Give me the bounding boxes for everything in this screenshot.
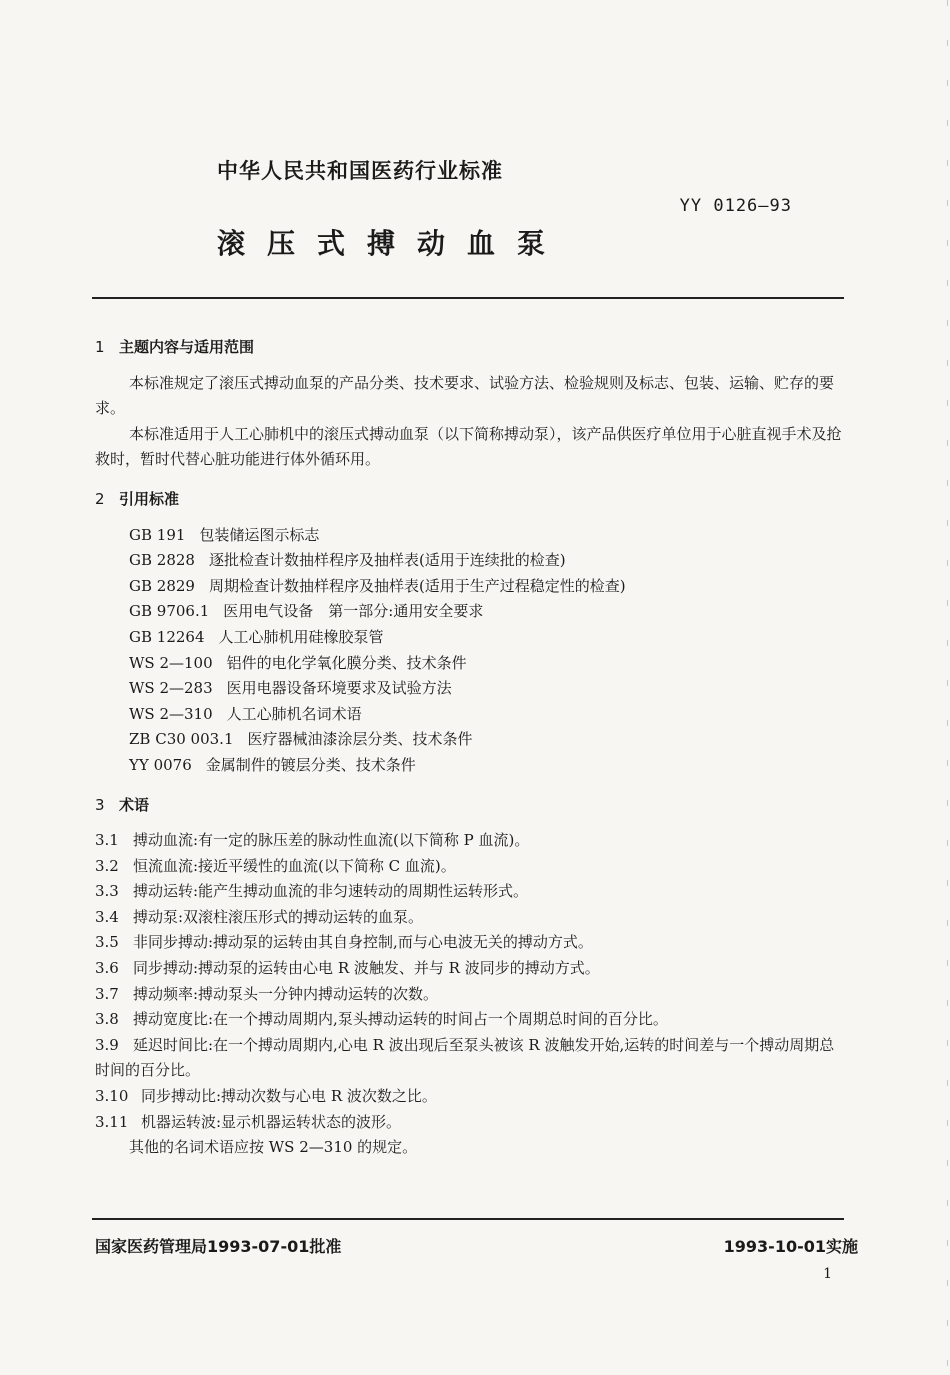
reference-code: ZB C30 003.1	[129, 730, 234, 749]
term-number: 3.9	[95, 1035, 119, 1054]
scan-edge-artifact	[947, 0, 948, 1375]
term-item	[95, 854, 845, 880]
term-item	[95, 956, 845, 982]
term-number: 3.8	[95, 1010, 119, 1029]
section-1-heading	[95, 335, 845, 361]
reference-item	[95, 599, 845, 625]
section-number: 2	[95, 489, 105, 508]
term-text: 搏动宽度比:在一个搏动周期内,泵头搏动运转的时间占一个周期总时间的百分比。	[133, 1010, 668, 1029]
term-number: 3.3	[95, 882, 119, 901]
reference-code: YY 0076	[129, 755, 192, 774]
reference-code: GB 2829	[129, 576, 195, 595]
terms-closing-note: 其他的名词术语应按 WS 2—310 的规定。	[129, 1138, 418, 1157]
section-title: 引用标准	[119, 489, 180, 508]
standard-body-title: 中华人民共和国医药行业标准	[217, 159, 503, 183]
reference-code: WS 2—100	[129, 653, 213, 672]
term-text: 同步搏动比:搏动次数与心电 R 波次数之比。	[141, 1087, 437, 1106]
term-text: 搏动频率:搏动泵头一分钟内搏动运转的次数。	[133, 984, 439, 1003]
reference-code: WS 2—283	[129, 679, 213, 698]
term-text: 同步搏动:搏动泵的运转由心电 R 波触发、并与 R 波同步的搏动方式。	[133, 959, 600, 978]
term-text: 非同步搏动:搏动泵的运转由其自身控制,而与心电波无关的搏动方式。	[133, 933, 593, 952]
reference-item	[95, 548, 845, 574]
term-text: 机器运转波:显示机器运转状态的波形。	[141, 1112, 402, 1131]
term-text: 延迟时间比:在一个搏动周期内,心电 R 波出现后至泵头被该 R 波触发开始,运转的时间差与一个搏动周期总时间的百分比。	[95, 1035, 835, 1080]
reference-name: 金属制件的镀层分类、技术条件	[205, 755, 416, 774]
term-number: 3.6	[95, 959, 119, 978]
reference-item	[95, 625, 845, 651]
term-text: 搏动运转:能产生搏动血流的非匀速转动的周期性运转形式。	[133, 882, 529, 901]
term-text: 搏动泵:双滚柱滚压形式的搏动运转的血泵。	[133, 907, 424, 926]
reference-item	[95, 753, 845, 779]
term-item	[95, 1084, 845, 1110]
page-number: 1	[823, 1266, 832, 1282]
section-title: 术语	[119, 795, 150, 814]
section-title: 主题内容与适用范围	[119, 338, 255, 356]
section-number: 3	[95, 795, 105, 814]
reference-item	[95, 702, 845, 728]
footer-divider	[92, 1218, 844, 1220]
reference-name: 医疗器械油漆涂层分类、技术条件	[247, 730, 473, 749]
reference-item	[95, 727, 845, 753]
section-1-paragraph-2: 本标准适用于人工心肺机中的滚压式搏动血泵（以下简称搏动泵），该产品供医疗单位用于心脏直视手术及抢救时，暂时代替心脏功能进行体外循环用。	[95, 424, 842, 469]
reference-list	[95, 523, 845, 779]
term-item	[95, 1007, 845, 1033]
term-item	[95, 1033, 845, 1084]
reference-name: 人工心肺机用硅橡胶泵管	[218, 627, 384, 646]
terms-list	[95, 828, 845, 1135]
header-divider	[92, 297, 844, 299]
reference-name: 人工心肺机名词术语	[226, 704, 362, 723]
term-text: 恒流血流:接近平缓性的血流(以下简称 C 血流)。	[133, 856, 456, 875]
reference-code: WS 2—310	[129, 704, 213, 723]
term-number: 3.4	[95, 907, 119, 926]
standard-code: YY 0126—93	[679, 196, 792, 216]
reference-name: 周期检查计数抽样程序及抽样表(适用于生产过程稳定性的检查)	[208, 576, 626, 595]
reference-name: 包装储运图示标志	[199, 525, 320, 544]
reference-code: GB 191	[129, 525, 186, 544]
reference-name: 医用电器设备环境要求及试验方法	[226, 679, 452, 698]
term-number: 3.1	[95, 831, 119, 850]
document-body	[95, 335, 845, 1161]
reference-item	[95, 676, 845, 702]
term-item	[95, 828, 845, 854]
reference-name: 铝件的电化学氧化膜分类、技术条件	[226, 653, 467, 672]
reference-code: GB 9706.1	[129, 602, 210, 621]
term-item	[95, 1110, 845, 1136]
term-number: 3.2	[95, 856, 119, 875]
document-title: 滚压式搏动血泵	[217, 227, 568, 260]
term-number: 3.7	[95, 984, 119, 1003]
section-2-heading	[95, 487, 845, 513]
effective-date: 1993-10-01实施	[723, 1237, 858, 1256]
reference-code: GB 2828	[129, 551, 195, 570]
term-item	[95, 982, 845, 1008]
reference-item	[95, 523, 845, 549]
reference-name: 逐批检查计数抽样程序及抽样表(适用于连续批的检查)	[208, 551, 566, 570]
section-1-paragraph-1: 本标准规定了滚压式搏动血泵的产品分类、技术要求、试验方法、检验规则及标志、包装、运输、贮存的要求。	[95, 373, 835, 418]
term-text: 搏动血流:有一定的脉压差的脉动性血流(以下简称 P 血流)。	[133, 831, 530, 850]
term-item	[95, 905, 845, 931]
term-number: 3.10	[95, 1087, 129, 1106]
reference-code: GB 12264	[129, 627, 205, 646]
section-3-heading	[95, 793, 845, 819]
section-number: 1	[95, 338, 105, 356]
reference-item	[95, 651, 845, 677]
approval-date: 国家医药管理局1993-07-01批准	[95, 1237, 342, 1256]
term-number: 3.11	[95, 1112, 129, 1131]
reference-item	[95, 574, 845, 600]
term-item	[95, 879, 845, 905]
term-item	[95, 930, 845, 956]
reference-name: 医用电气设备 第一部分:通用安全要求	[223, 602, 484, 621]
term-number: 3.5	[95, 933, 119, 952]
